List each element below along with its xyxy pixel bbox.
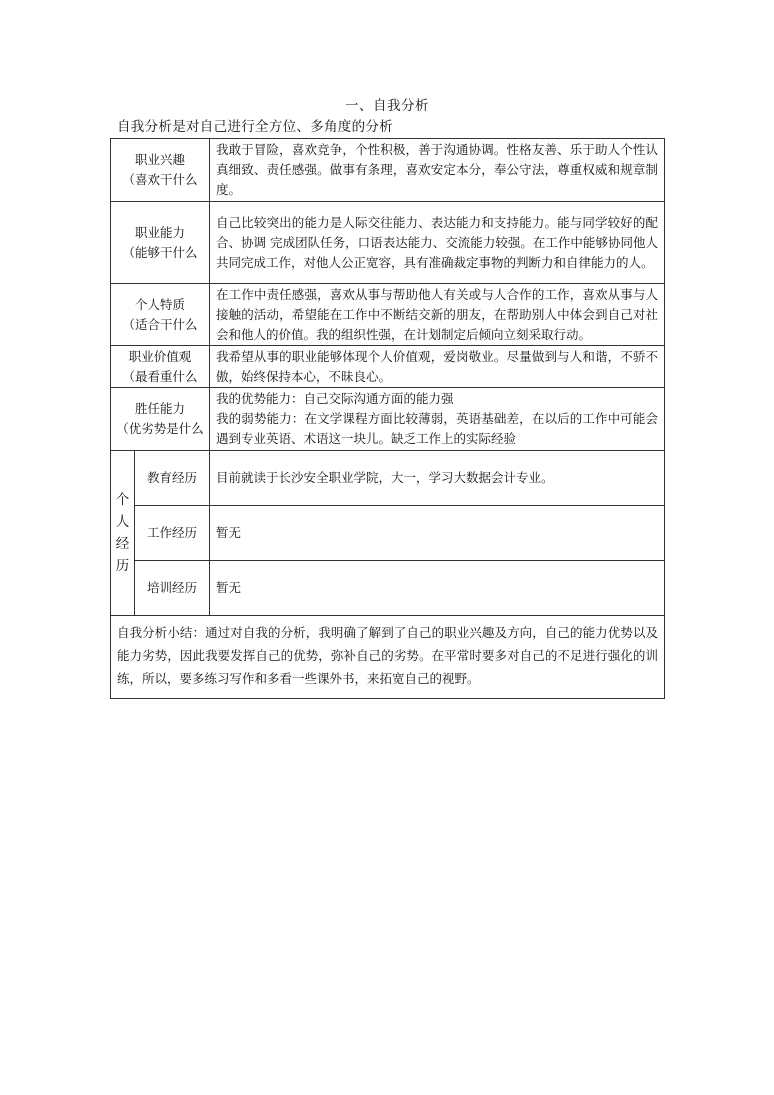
content-line: 我敢于冒险，喜欢竞争，个性积极，善于沟通协调。性格友善、乐于助人个性认真细致、责任感强。做事有条理，喜欢安定本分，奉公守法，尊重权威和规章制度。 <box>216 142 659 197</box>
label-line: 个人特质 <box>135 296 186 312</box>
table-row <box>111 139 665 202</box>
label-line: （适合干什么 <box>122 316 198 332</box>
content-line: 我的优势能力：自己交际沟通方面的能力强 <box>216 391 454 406</box>
table-row <box>111 506 665 561</box>
label-line: （能够干什么 <box>122 244 198 260</box>
label-line: 职业价值观 <box>128 348 192 364</box>
table-row <box>111 202 665 284</box>
content-line: 在工作中责任感强，喜欢从事与帮助他人有关或与人合作的工作，喜欢从事与人接触的活动，希望能在工作中不断结交新的朋友，在帮助别人中体会到自己对社会和他人的价值。我的组织性强，在计划制定后倾向立刻采取行动。 <box>216 286 659 342</box>
row-label <box>111 139 210 202</box>
row-content <box>210 346 665 388</box>
row-content <box>210 139 665 202</box>
summary-text: 自我分析小结：通过对自我的分析，我明确了解到了自己的职业兴趣及方向，自己的能力优势以及能力劣势，因此我要发挥自己的优势，弥补自己的劣势。在平常时要多对自己的不足进行强化的训练，所以，要多练习写作和多看一些课外书，来拓宽自己的视野。 <box>111 616 665 699</box>
label-line: （优劣势是什么 <box>116 421 204 436</box>
table-row <box>111 561 665 616</box>
label-char: 人 <box>115 514 130 530</box>
table-row <box>111 284 665 346</box>
table-row <box>111 616 665 699</box>
row-label <box>111 284 210 346</box>
training-label: 培训经历 <box>135 561 210 616</box>
education-content: 目前就读于长沙安全职业学院，大一，学习大数据会计专业。 <box>210 451 665 506</box>
row-label <box>111 202 210 284</box>
label-char: 个 <box>115 492 130 508</box>
row-label <box>111 346 210 388</box>
content-line: 自己比较突出的能力是人际交往能力、表达能力和支持能力。能与同学较好的配合、协调 完成团队任务，口语表达能力、交流能力较强。在工作中能够协同他人共同完成工作，对他人公正宽容，具有准确裁定事物的判断力和自律能力的人。 <box>216 214 659 270</box>
page-title: 一、自我分析 <box>345 98 429 114</box>
label-line: （最看重什么 <box>122 368 198 384</box>
label-line: 职业能力 <box>135 224 186 240</box>
work-content: 暂无 <box>210 506 665 561</box>
self-analysis-table <box>110 138 665 699</box>
training-content: 暂无 <box>210 561 665 616</box>
label-char: 经 <box>115 536 130 552</box>
row-content <box>210 284 665 346</box>
intro-text: 自我分析是对自己进行全方位、多角度的分析 <box>117 119 393 135</box>
row-content <box>210 388 665 451</box>
content-line: 我的弱势能力：在文学课程方面比较薄弱，英语基础差，在以后的工作中可能会遇到专业英语、术语这一块儿。缺乏工作上的实际经验 <box>216 411 659 446</box>
content-line: 我希望从事的职业能够体现个人价值观，爱岗敬业。尽量做到与人和谐，不骄不傲，始终保持本心，不昧良心。 <box>216 348 659 384</box>
label-line: 职业兴趣 <box>135 152 186 167</box>
table-row <box>111 388 665 451</box>
label-line: （喜欢干什么 <box>122 172 198 187</box>
education-label: 教育经历 <box>135 451 210 506</box>
experience-label <box>111 451 135 616</box>
row-content <box>210 202 665 284</box>
table-row <box>111 346 665 388</box>
work-label: 工作经历 <box>135 506 210 561</box>
label-char: 历 <box>115 558 130 574</box>
row-label <box>111 388 210 451</box>
label-line: 胜任能力 <box>135 401 186 416</box>
table-row <box>111 451 665 506</box>
